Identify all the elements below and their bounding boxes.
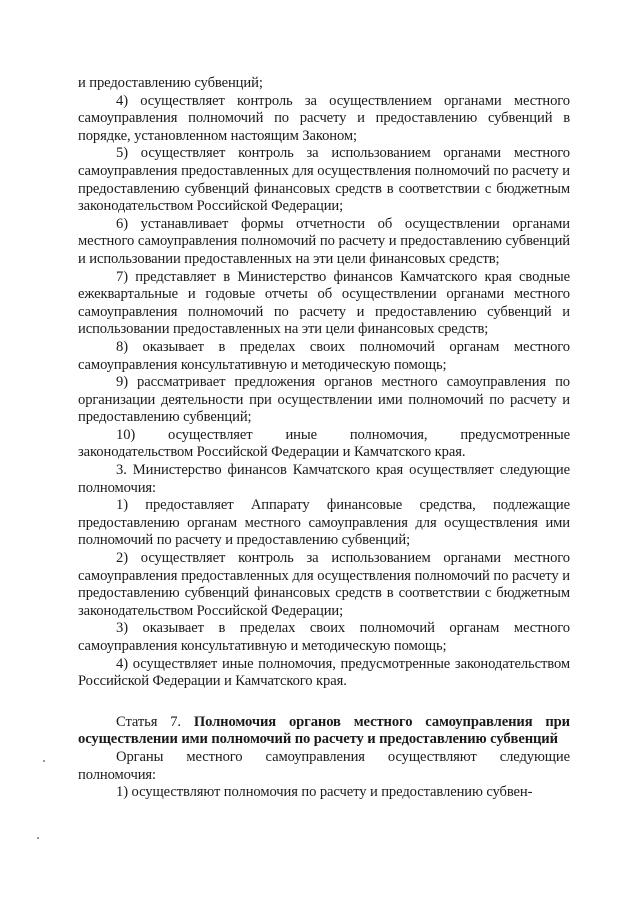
paragraph-subitem-3: 3) оказывает в пределах своих полномочий органам местного самоуправления консультативную и методическую помощь;	[78, 620, 570, 654]
paragraph-item-4: 4) осуществляет контроль за осуществлением органами местного самоуправления полномочий по расчету и предоставлению субвенций в порядке, установленном настоящим Законом;	[78, 92, 570, 144]
paragraph-continuation: и предоставлению субвенций;	[78, 75, 263, 91]
paragraph-item-8: 8) оказывает в пределах своих полномочий органам местного самоуправления консультативную и методическую помощь;	[78, 338, 570, 373]
paragraph-item-9: 9) рассматривает предложения органов местного самоуправления по организации деятельности при осуществлении ими полномочий по расчету и предоставлению субвенций;	[78, 374, 570, 426]
paragraph-section-3: 3. Министерство финансов Камчатского края осуществляет следующие полномочия:	[78, 462, 570, 496]
paragraph-subitem-2: 2) осуществляет контроль за использованием органами местного самоуправления предоставленных для осуществления полномочий по расчету и предоставлению субвенций финансовых средств в соответствии с бюджетным законодательством Российской Федерации;	[78, 550, 570, 619]
paragraph-item-6: 6) устанавливает формы отчетности об осуществлении органами местного самоуправления полномочий по расчету и предоставлению субвенций и использовании предоставленных на эти цели финансовых средств;	[78, 215, 570, 267]
paragraph-subitem-4: 4) осуществляет иные полномочия, предусмотренные законодательством Российской Федерации и Камчатского края.	[78, 655, 570, 690]
scan-speck	[43, 760, 45, 762]
paragraph-subitem-1: 1) предоставляет Аппарату финансовые средства, подлежащие предоставлению органам местного самоуправления для осуществления ими полномочий по расчету и предоставлению субвенций;	[78, 497, 570, 549]
paragraph-item-5: 5) осуществляет контроль за использованием органами местного самоуправления предоставленных для осуществления полномочий по расчету и предоставлению субвенций финансовых средств в соответствии с бюджетным законодательством Российской Федерации;	[78, 145, 570, 215]
article-paragraph-intro: Органы местного самоуправления осуществляют следующие полномочия:	[78, 748, 570, 783]
article-label: Статья 7.	[116, 713, 194, 730]
article-paragraph-item-1: 1) осуществляют полномочия по расчету и предоставлению субвен-	[116, 784, 533, 801]
paragraph-item-7: 7) представляет в Министерство финансов Камчатского края сводные ежеквартальные и годовые отчеты об осуществлении органами местного самоуправления полномочий по расчету и предоставлению субвенций и использовании предоставленных на эти цели финансовых средств;	[78, 268, 570, 338]
article-heading	[78, 714, 570, 749]
scan-speck	[37, 837, 39, 839]
paragraph-item-10: 10) осуществляет иные полномочия, предусмотренные законодательством Российской Федерации и Камчатского края.	[78, 426, 570, 461]
document-body	[78, 75, 570, 802]
article-title: Полномочия органов местного самоуправления при осуществлении ими полномочий по расчету и предоставлению субвенций	[78, 713, 570, 748]
